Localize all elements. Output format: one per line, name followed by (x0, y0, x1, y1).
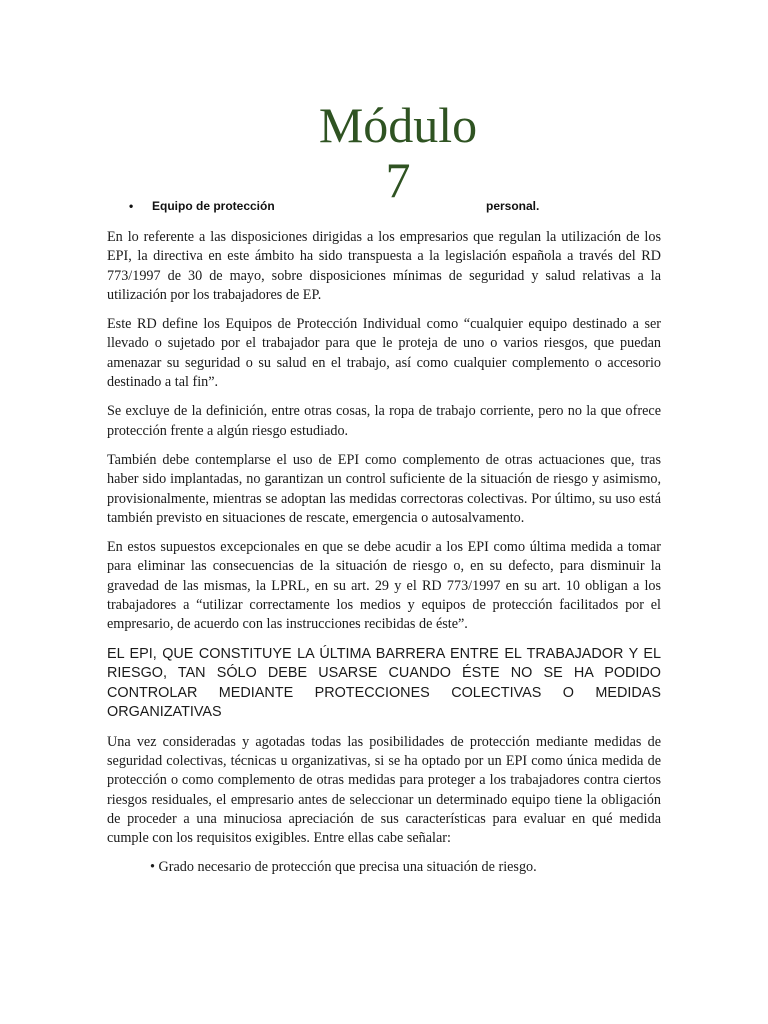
body-text (107, 228, 661, 878)
title-line-module: Módulo (318, 97, 478, 153)
heading-text-right: personal. (486, 199, 540, 213)
paragraph-exceptional-cases: En estos supuestos excepcionales en que se debe acudir a los EPI como última medida a tomar para eliminar las consecuencias de la situación de riesgo o, en su defecto, para disminuir la gravedad de las mismas, la LPRL, en su art. 29 y el RD 773/1997 en su art. 10 obligan a los trabajadores a “utilizar correctamente los medios y equipos de protección facilitados por el empresario, de acuerdo con las instrucciones recibidas de éste”. (107, 539, 661, 633)
title-line-number: 7 (385, 152, 411, 208)
heading-text-left: Equipo de protección (152, 199, 275, 213)
paragraph-complement-use: También debe contemplarse el uso de EPI como complemento de otras actuaciones que, tras haber sido implantadas, no garantizan un control suficiente de la situación de riesgo y asimismo, provisionalmente, mientras se adoptan las medidas correctoras colectivas. Por último, su uso está también previsto en situaciones de rescate, emergencia o autosalvamento. (107, 451, 661, 526)
bullet-dot: • (129, 199, 134, 213)
paragraph-rd-transposition: En lo referente a las disposiciones dirigidas a los empresarios que regulan la utilización de los EPI, la directiva en este ámbito ha sido transpuesta a la legislación española a través del RD 773/1997 de 30 de mayo, sobre disposiciones mínimas de seguridad y salud relativas a la utilización por los trabajadores de EP. (107, 229, 661, 303)
list-item-protection-grade: • Grado necesario de protección que precisa una situación de riesgo. (150, 859, 537, 876)
paragraph-epi-definition: Este RD define los Equipos de Protección Individual como “cualquier equipo destinado a ser llevado o sujetado por el trabajador para que le proteja de uno o varios riesgos, que puedan amenazar su seguridad o su salud en el trabajo, así como cualquier complemento o accesorio destinado a tal fin”. (107, 316, 661, 391)
module-title (0, 96, 768, 206)
paragraph-last-barrier: EL EPI, QUE CONSTITUYE LA ÚLTIMA BARRERA ENTRE EL TRABAJADOR Y EL RIESGO, TAN SÓLO DEBE USARSE CUANDO ÉSTE NO SE HA PODIDO CONTROLAR MEDIANTE PROTECCIONES COLECTIVAS O MEDIDAS ORGANIZATIVAS (107, 645, 661, 721)
paragraph-selection-criteria: Una vez consideradas y agotadas todas las posibilidades de protección mediante medidas de seguridad colectivas, técnicas u organizativas, si se ha optado por un EPI como única medida de protección o como complemento de otras medidas para proteger a los trabajadores contra ciertos riesgos residuales, el empresario antes de seleccionar un determinado equipo tiene la obligación de proceder a una minuciosa apreciación de sus características para evaluar en qué medida cumple con los requisitos exigibles. Entre ellas cabe señalar: (107, 733, 661, 847)
section-heading (129, 199, 549, 217)
paragraph-exclusions: Se excluye de la definición, entre otras cosas, la ropa de trabajo corriente, pero no la que ofrece protección frente a algún riesgo estudiado. (107, 403, 661, 439)
